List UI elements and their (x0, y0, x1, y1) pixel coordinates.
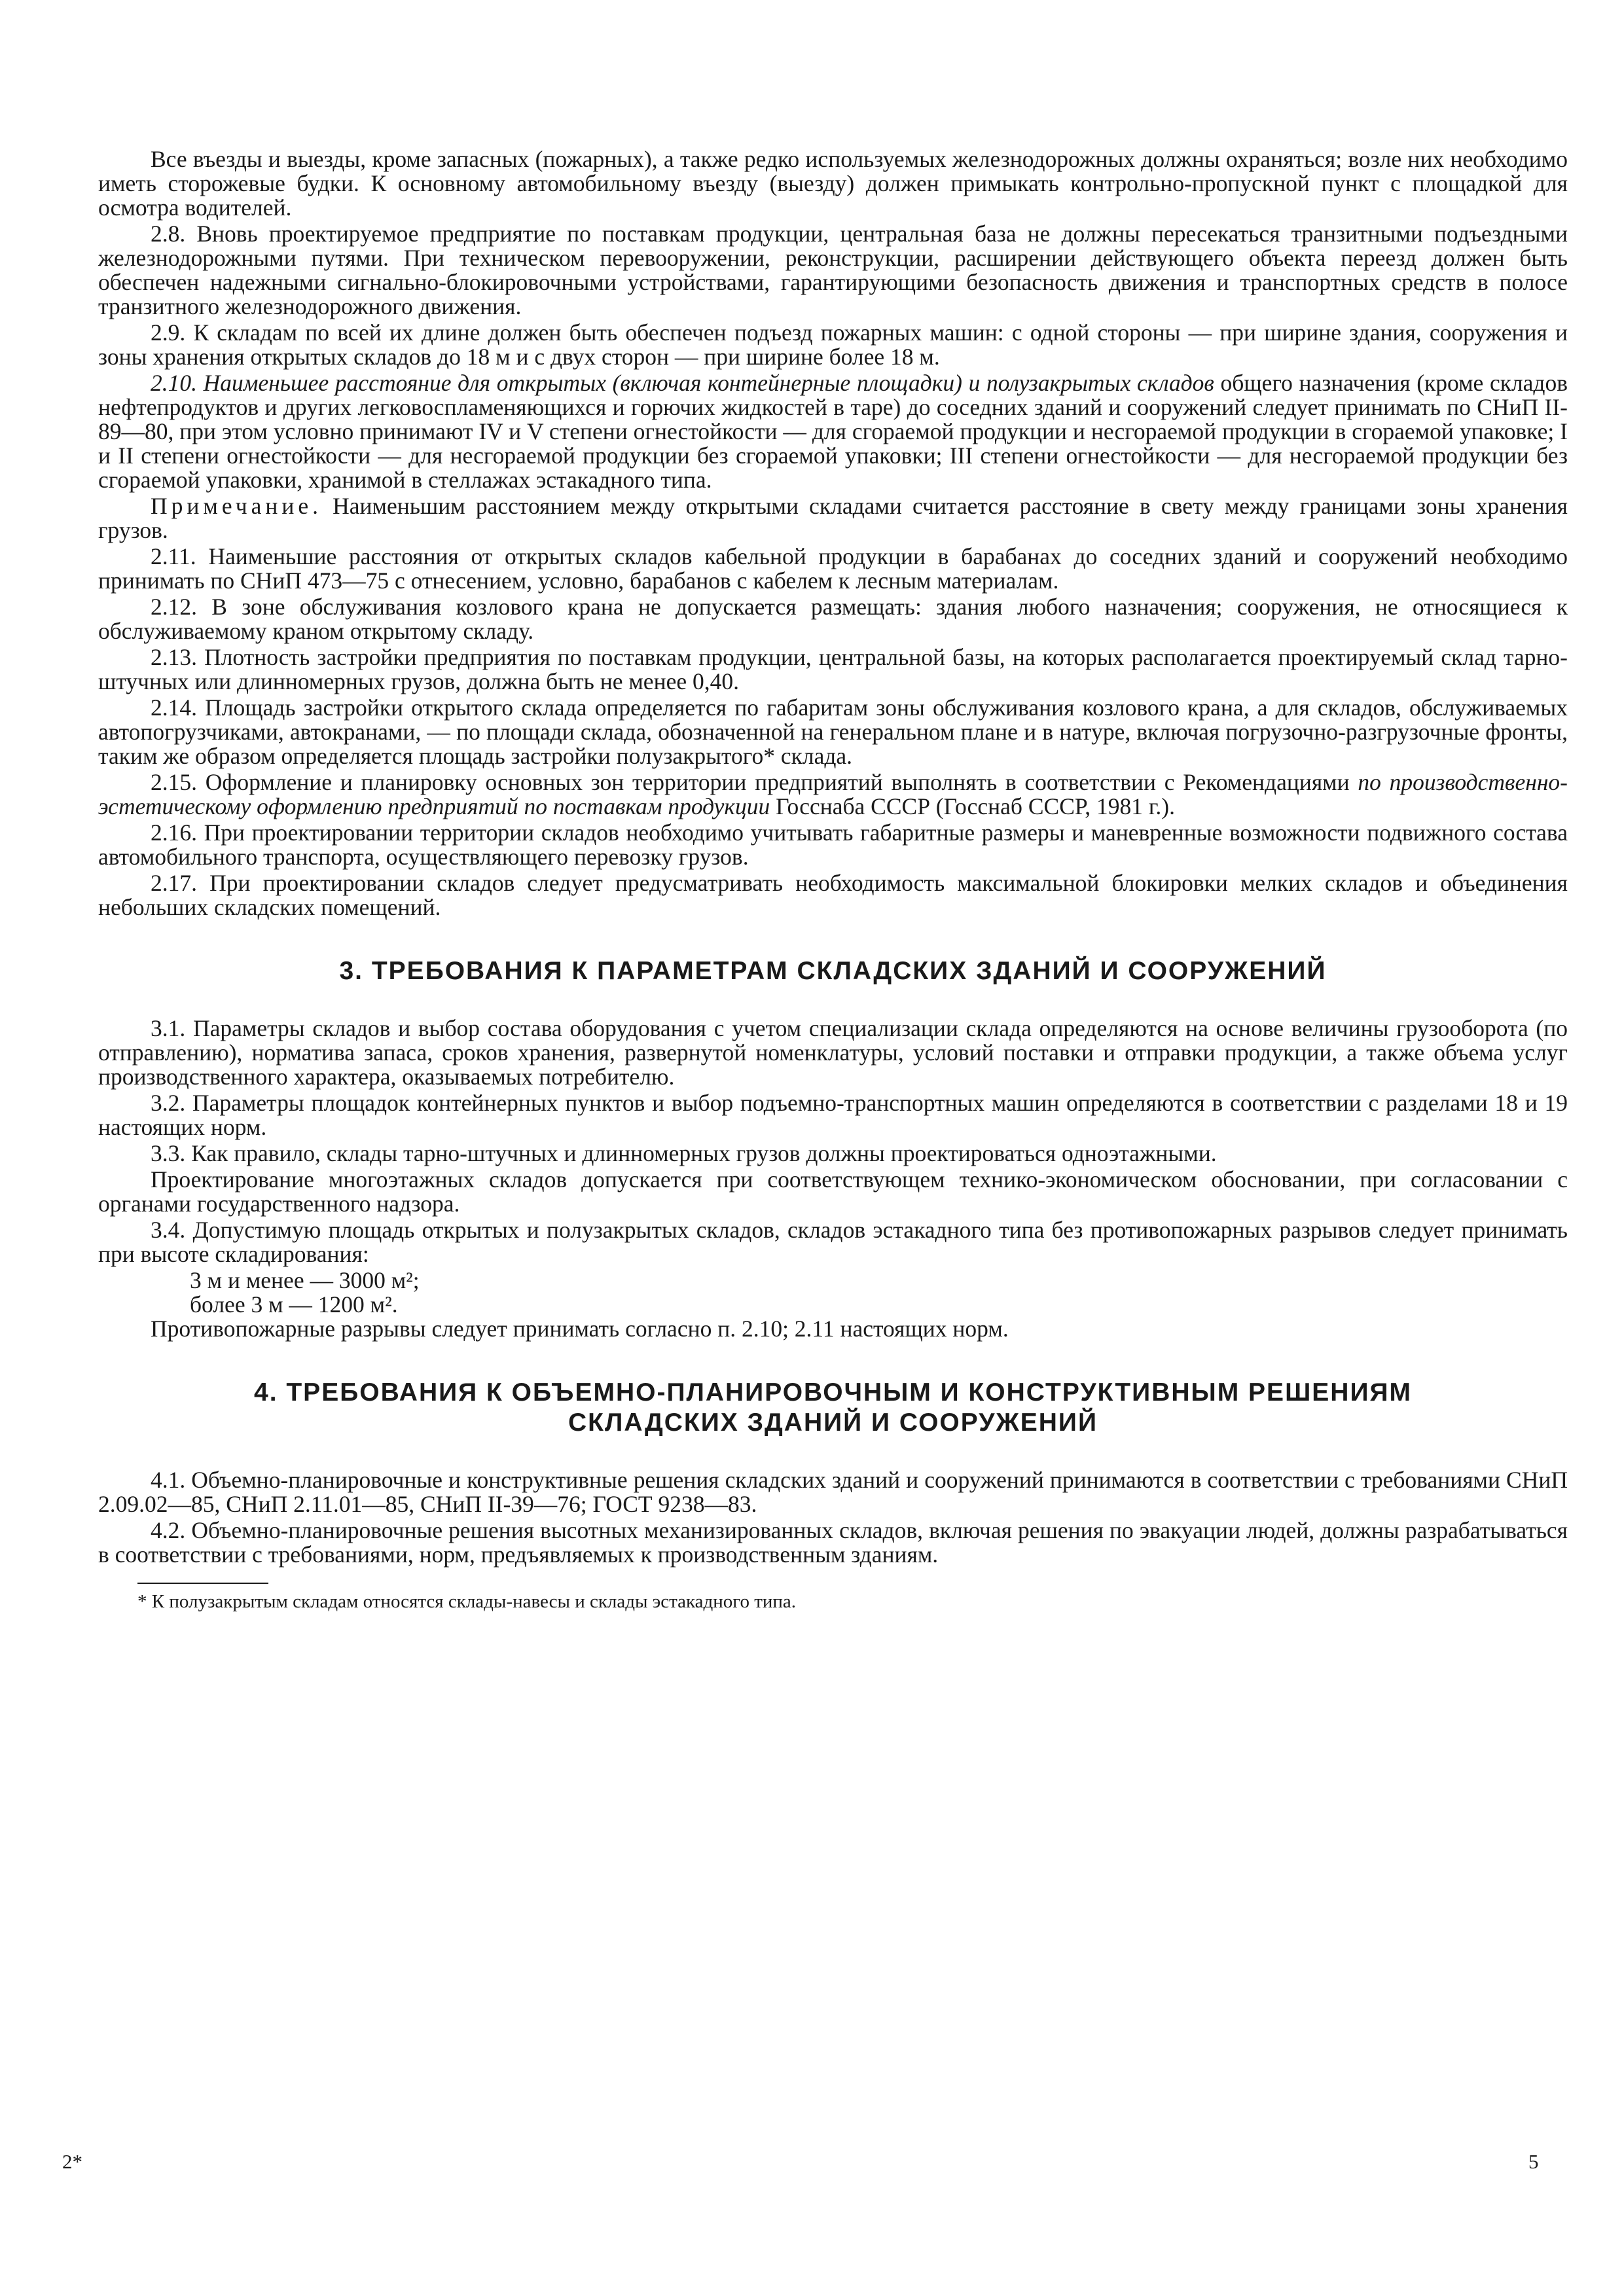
page-number: 5 (1528, 2150, 1539, 2173)
paragraph-4-1: 4.1. Объемно-планировочные и конструктивные решения складских зданий и сооружений принимаются в соответствии с требованиями СНиП 2.09.02—85, СНиП 2.11.01—85, СНиП II-39—76; ГОСТ 9238—83. (98, 1467, 1568, 1517)
paragraph-2-11: 2.11. Наименьшие расстояния от открытых складов кабельной продукции в барабанах до соседних зданий и сооружений необходимо принимать по СНиП 473—75 с отнесением, условно, барабанов с кабелем к лесным материалам. (98, 543, 1568, 594)
paragraph-entrances: Все въезды и выезды, кроме запасных (пожарных), а также редко используемых железнодорожных должны охраняться; возле них необходимо иметь сторожевые будки. К основному автомобильному въезду (выезду) должен примыкать контрольно-пропускной пункт с площадкой для осмотра водителей. (98, 146, 1568, 221)
paragraph-2-15 (98, 770, 1568, 819)
paragraph-3-2: 3.2. Параметры площадок контейнерных пунктов и выбор подъемно-транспортных машин определяются в соответствии с разделами 18 и 19 настоящих норм. (98, 1090, 1568, 1140)
footnote-divider (137, 1583, 268, 1584)
paragraph-3-1: 3.1. Параметры складов и выбор состава оборудования с учетом специализации склада определяются на основе величины грузооборота (по отправлению), норматива запаса, сроков хранения, развернутой номенклатуры, условий поставки и отправки продукции, а также объема услуг производственного характера, оказываемых потребителю. (98, 1015, 1568, 1090)
paragraph-3-3-continued: Проектирование многоэтажных складов допускается при соответствующем технико-экономическом обосновании, при согласовании с органами государственного надзора. (98, 1166, 1568, 1217)
note-text: Наименьшим расстоянием между открытыми складами считается расстояние в свету между границами зоны хранения грузов. (98, 493, 1568, 543)
paragraph-3-3: 3.3. Как правило, склады тарно-штучных и длинномерных грузов должны проектироваться одноэтажными. (151, 1140, 1217, 1166)
paragraph-2-13: 2.13. Плотность застройки предприятия по поставкам продукции, центральной базы, на которых располагается проектируемый склад тарно-штучных или длинномерных грузов, должна быть не менее 0,40. (98, 644, 1568, 694)
paragraph-2-8: 2.8. Вновь проектируемое предприятие по поставкам продукции, центральная база не должны пересекаться транзитными подъездными железнодорожными путями. При техническом перевооружении, реконструкции, расширении действующего объекта переезд должен быть обеспечен надежными сигнально-блокировочными устройствами, гарантирующими безопасность движения и транспортных средств в полосе транзитного железнодорожного движения. (98, 221, 1568, 319)
paragraph-2-15-italic: по производственно-эстетическому оформлению предприятий по поставкам продукции (98, 769, 1568, 819)
paragraph-2-15-end: Госснаба СССР (Госснаб СССР, 1981 г.). (770, 793, 1175, 819)
paragraph-2-9: 2.9. К складам по всей их длине должен быть обеспечен подъезд пожарных машин: с одной стороны — при ширине здания, сооружения и зоны хранения открытых складов до 18 м и с двух сторон — при ширине более 18 м. (98, 319, 1568, 370)
section-4-heading-line-2: СКЛАДСКИХ ЗДАНИЙ И СООРУЖЕНИЙ (568, 1408, 1098, 1437)
paragraph-2-15-start: 2.15. Оформление и планировку основных зон территории предприятий выполнять в соответствии с Рекомендациями (151, 769, 1350, 795)
formula-line-2: более 3 м — 1200 м². (190, 1291, 398, 1318)
paragraph-2-16: 2.16. При проектировании территории складов необходимо учитывать габаритные размеры и маневренные возможности подвижного состава автомобильного транспорта, осуществляющего перевозку грузов. (98, 819, 1568, 870)
note (98, 494, 1568, 543)
page-body (98, 147, 1568, 1613)
paragraph-2-10-rest: общего назначения (кроме складов нефтепродуктов и других легковоспламеняющихся и горючих жидкостей в таре) до соседних зданий и сооружений следует принимать по СНиП II-89—80, при этом условно принимают IV и V степени огнестойкости — для сгораемой продукции и несгораемой продукции в сгораемой упаковке; I и II степени огнестойкости — для несгораемой продукции без сгораемой упаковки; III степени огнестойкости — для несгораемой продукции без сгораемой упаковки, хранимой в стеллажах эстакадного типа. (98, 370, 1568, 493)
formula-line-1: 3 м и менее — 3000 м²; (190, 1267, 420, 1293)
section-4-heading (98, 1378, 1568, 1438)
paragraph-4-2: 4.2. Объемно-планировочные решения высотных механизированных складов, включая решения по эвакуации людей, должны разрабатываться в соответствии с требованиями, норм, предъявляемых к производственным зданиям. (98, 1517, 1568, 1568)
paragraph-3-4: 3.4. Допустимую площадь открытых и полузакрытых складов, складов эстакадного типа без противопожарных разрывов следует принимать при высоте складирования: (98, 1217, 1568, 1267)
footnote: * К полузакрытым складам относятся склады-навесы и склады эстакадного типа. (137, 1591, 797, 1612)
section-4-heading-line-1: 4. ТРЕБОВАНИЯ К ОБЪЕМНО-ПЛАНИРОВОЧНЫМ И КОНСТРУКТИВНЫМ РЕШЕНИЯМ (254, 1378, 1412, 1407)
paragraph-2-10 (98, 371, 1568, 492)
signature-mark: 2* (62, 2150, 82, 2173)
paragraph-3-4-end: Противопожарные разрывы следует принимать согласно п. 2.10; 2.11 настоящих норм. (151, 1316, 1009, 1342)
paragraph-2-14: 2.14. Площадь застройки открытого склада определяется по габаритам зоны обслуживания козлового крана, а для складов, обслуживаемых автопогрузчиками, автокранами, — по площади склада, обозначенной на генеральном плане и в натуре, включая погрузочно-разгрузочные фронты, таким же образом определяется площадь застройки полузакрытого* склада. (98, 694, 1568, 769)
paragraph-2-10-italic: 2.10. Наименьшее расстояние для открытых (включая контейнерные площадки) и полузакрытых складов (151, 370, 1214, 396)
note-label: Примечание. (151, 493, 322, 519)
paragraph-2-17: 2.17. При проектировании складов следует предусматривать необходимость максимальной блокировки мелких складов и объединения небольших складских помещений. (98, 870, 1568, 920)
paragraph-2-12: 2.12. В зоне обслуживания козлового крана не допускается размещать: здания любого назначения; сооружения, не относящиеся к обслуживаемому краном открытому складу. (98, 594, 1568, 644)
section-3-heading: 3. ТРЕБОВАНИЯ К ПАРАМЕТРАМ СКЛАДСКИХ ЗДАНИЙ И СООРУЖЕНИЙ (339, 957, 1327, 985)
